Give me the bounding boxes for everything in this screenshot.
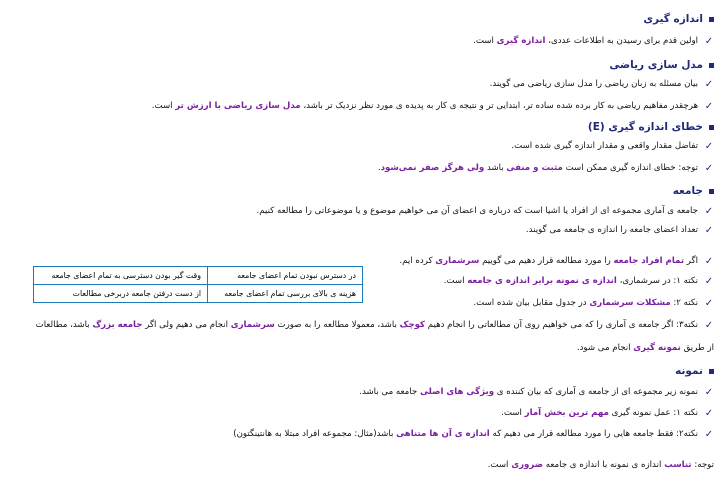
list-item: ✓ نکته۲: فقط جامعه هایی را مورد مطالعه قرار می دهیم که اندازه ی آن ها متناهی باشد(مثال: مجموعه افراد مبتلا به هانتینگتون) xyxy=(233,428,714,440)
list-item: ✓ توجه: خطای اندازه گیری ممکن است مثبت و منفی باشد ولی هرگز صفر نمی‌شود. xyxy=(377,162,714,174)
section-heading-population: جامعه xyxy=(673,181,714,201)
list-item: ✓ نمونه زیر مجموعه ای از جامعه ی آماری که بیان کننده ی ویژگی های اصلی جامعه می باشد. xyxy=(359,386,714,398)
list-item: ✓ نکته ۲: مشکلات سرشماری در جدول مقابل بیان شده است. xyxy=(473,297,714,309)
check-bullet-icon: ✓ xyxy=(704,407,714,419)
table-cell: وقت گیر بودن دسترسی به تمام اعضای جامعه xyxy=(34,267,208,285)
check-bullet-icon: ✓ xyxy=(704,205,714,217)
table-cell: هزینه ی بالای بررسی تمام اعضای جامعه xyxy=(208,285,363,303)
list-item: ✓ اولین قدم برای رسیدن به اطلاعات عددی، اندازه گیری است. xyxy=(473,35,714,47)
check-bullet-icon: ✓ xyxy=(704,162,714,174)
census-problems-table xyxy=(33,266,363,303)
section-heading-sample: نمونه xyxy=(675,361,714,381)
section-heading-math-model: مدل سازی ریاضی xyxy=(609,55,714,75)
check-bullet-icon: ✓ xyxy=(704,297,714,309)
check-bullet-icon: ✓ xyxy=(704,224,714,236)
list-item: ✓ هرچقدر مفاهیم ریاضی به کار برده شده ساده تر، ابتدایی تر و نتیجه ی کار به پدیده ی مورد نظر نزدیک تر باشد، مدل سازی ریاضی با ارزش تر است. xyxy=(151,100,714,112)
table-cell: در دسترس نبودن تمام اعضای جامعه xyxy=(208,267,363,285)
list-item: ✓ جامعه ی آماری مجموعه ای از افراد یا اشیا است که درباره ی اعضای آن می خواهیم موضوع و یا موضوعاتی را مطالعه کنیم. xyxy=(256,205,714,217)
list-item: ✓ اگر تمام افراد جامعه را مورد مطالعه قرار دهیم می گوییم سرشماری کرده ایم. xyxy=(399,255,714,267)
check-bullet-icon: ✓ xyxy=(704,428,714,440)
check-bullet-icon: ✓ xyxy=(704,140,714,152)
list-item-continued: از طریق نمونه گیری انجام می شود. xyxy=(576,343,714,353)
list-item: ✓ تفاضل مقدار واقعی و مقدار اندازه گیری شده است. xyxy=(511,140,714,152)
check-bullet-icon: ✓ xyxy=(704,100,714,112)
list-item: ✓ نکته۳: اگر جامعه ی آماری را که می خواهیم روی آن مطالعاتی را انجام دهیم کوچک باشد، معمولا مطالعه را به صورت سرشماری انجام می دهیم ولی اگر جامعه بزرگ باشد، مطالعات xyxy=(35,319,714,331)
square-bullet-icon xyxy=(709,63,714,68)
table-row xyxy=(34,267,363,285)
square-bullet-icon xyxy=(709,189,714,194)
check-bullet-icon: ✓ xyxy=(704,386,714,398)
table-cell: از دست درفتن جامعه دربرخی مطالعات xyxy=(34,285,208,303)
square-bullet-icon xyxy=(709,17,714,22)
footer-note: توجه: تناسب اندازه ی نمونه با اندازه ی جامعه ضروری است. xyxy=(487,460,714,470)
list-item: ✓ تعداد اعضای جامعه را اندازه ی جامعه می گویند. xyxy=(525,224,714,236)
section-heading-error: خطای اندازه گیری (E) xyxy=(588,117,714,137)
list-item: ✓ بیان مسئله به زبان ریاضی را مدل سازی ریاضی می گویند. xyxy=(489,78,714,90)
check-bullet-icon: ✓ xyxy=(704,35,714,47)
list-item: ✓ نکته ۱: عمل نمونه گیری مهم ترین بخش آمار است. xyxy=(501,407,714,419)
square-bullet-icon xyxy=(709,125,714,130)
square-bullet-icon xyxy=(709,369,714,374)
list-item: ✓ نکته ۱: در سرشماری، اندازه ی نمونه برابر اندازه ی جامعه است. xyxy=(443,275,714,287)
check-bullet-icon: ✓ xyxy=(704,275,714,287)
check-bullet-icon: ✓ xyxy=(704,78,714,90)
check-bullet-icon: ✓ xyxy=(704,255,714,267)
check-bullet-icon: ✓ xyxy=(704,319,714,331)
section-heading-measurement: اندازه گیری xyxy=(643,9,714,29)
table-row xyxy=(34,285,363,303)
